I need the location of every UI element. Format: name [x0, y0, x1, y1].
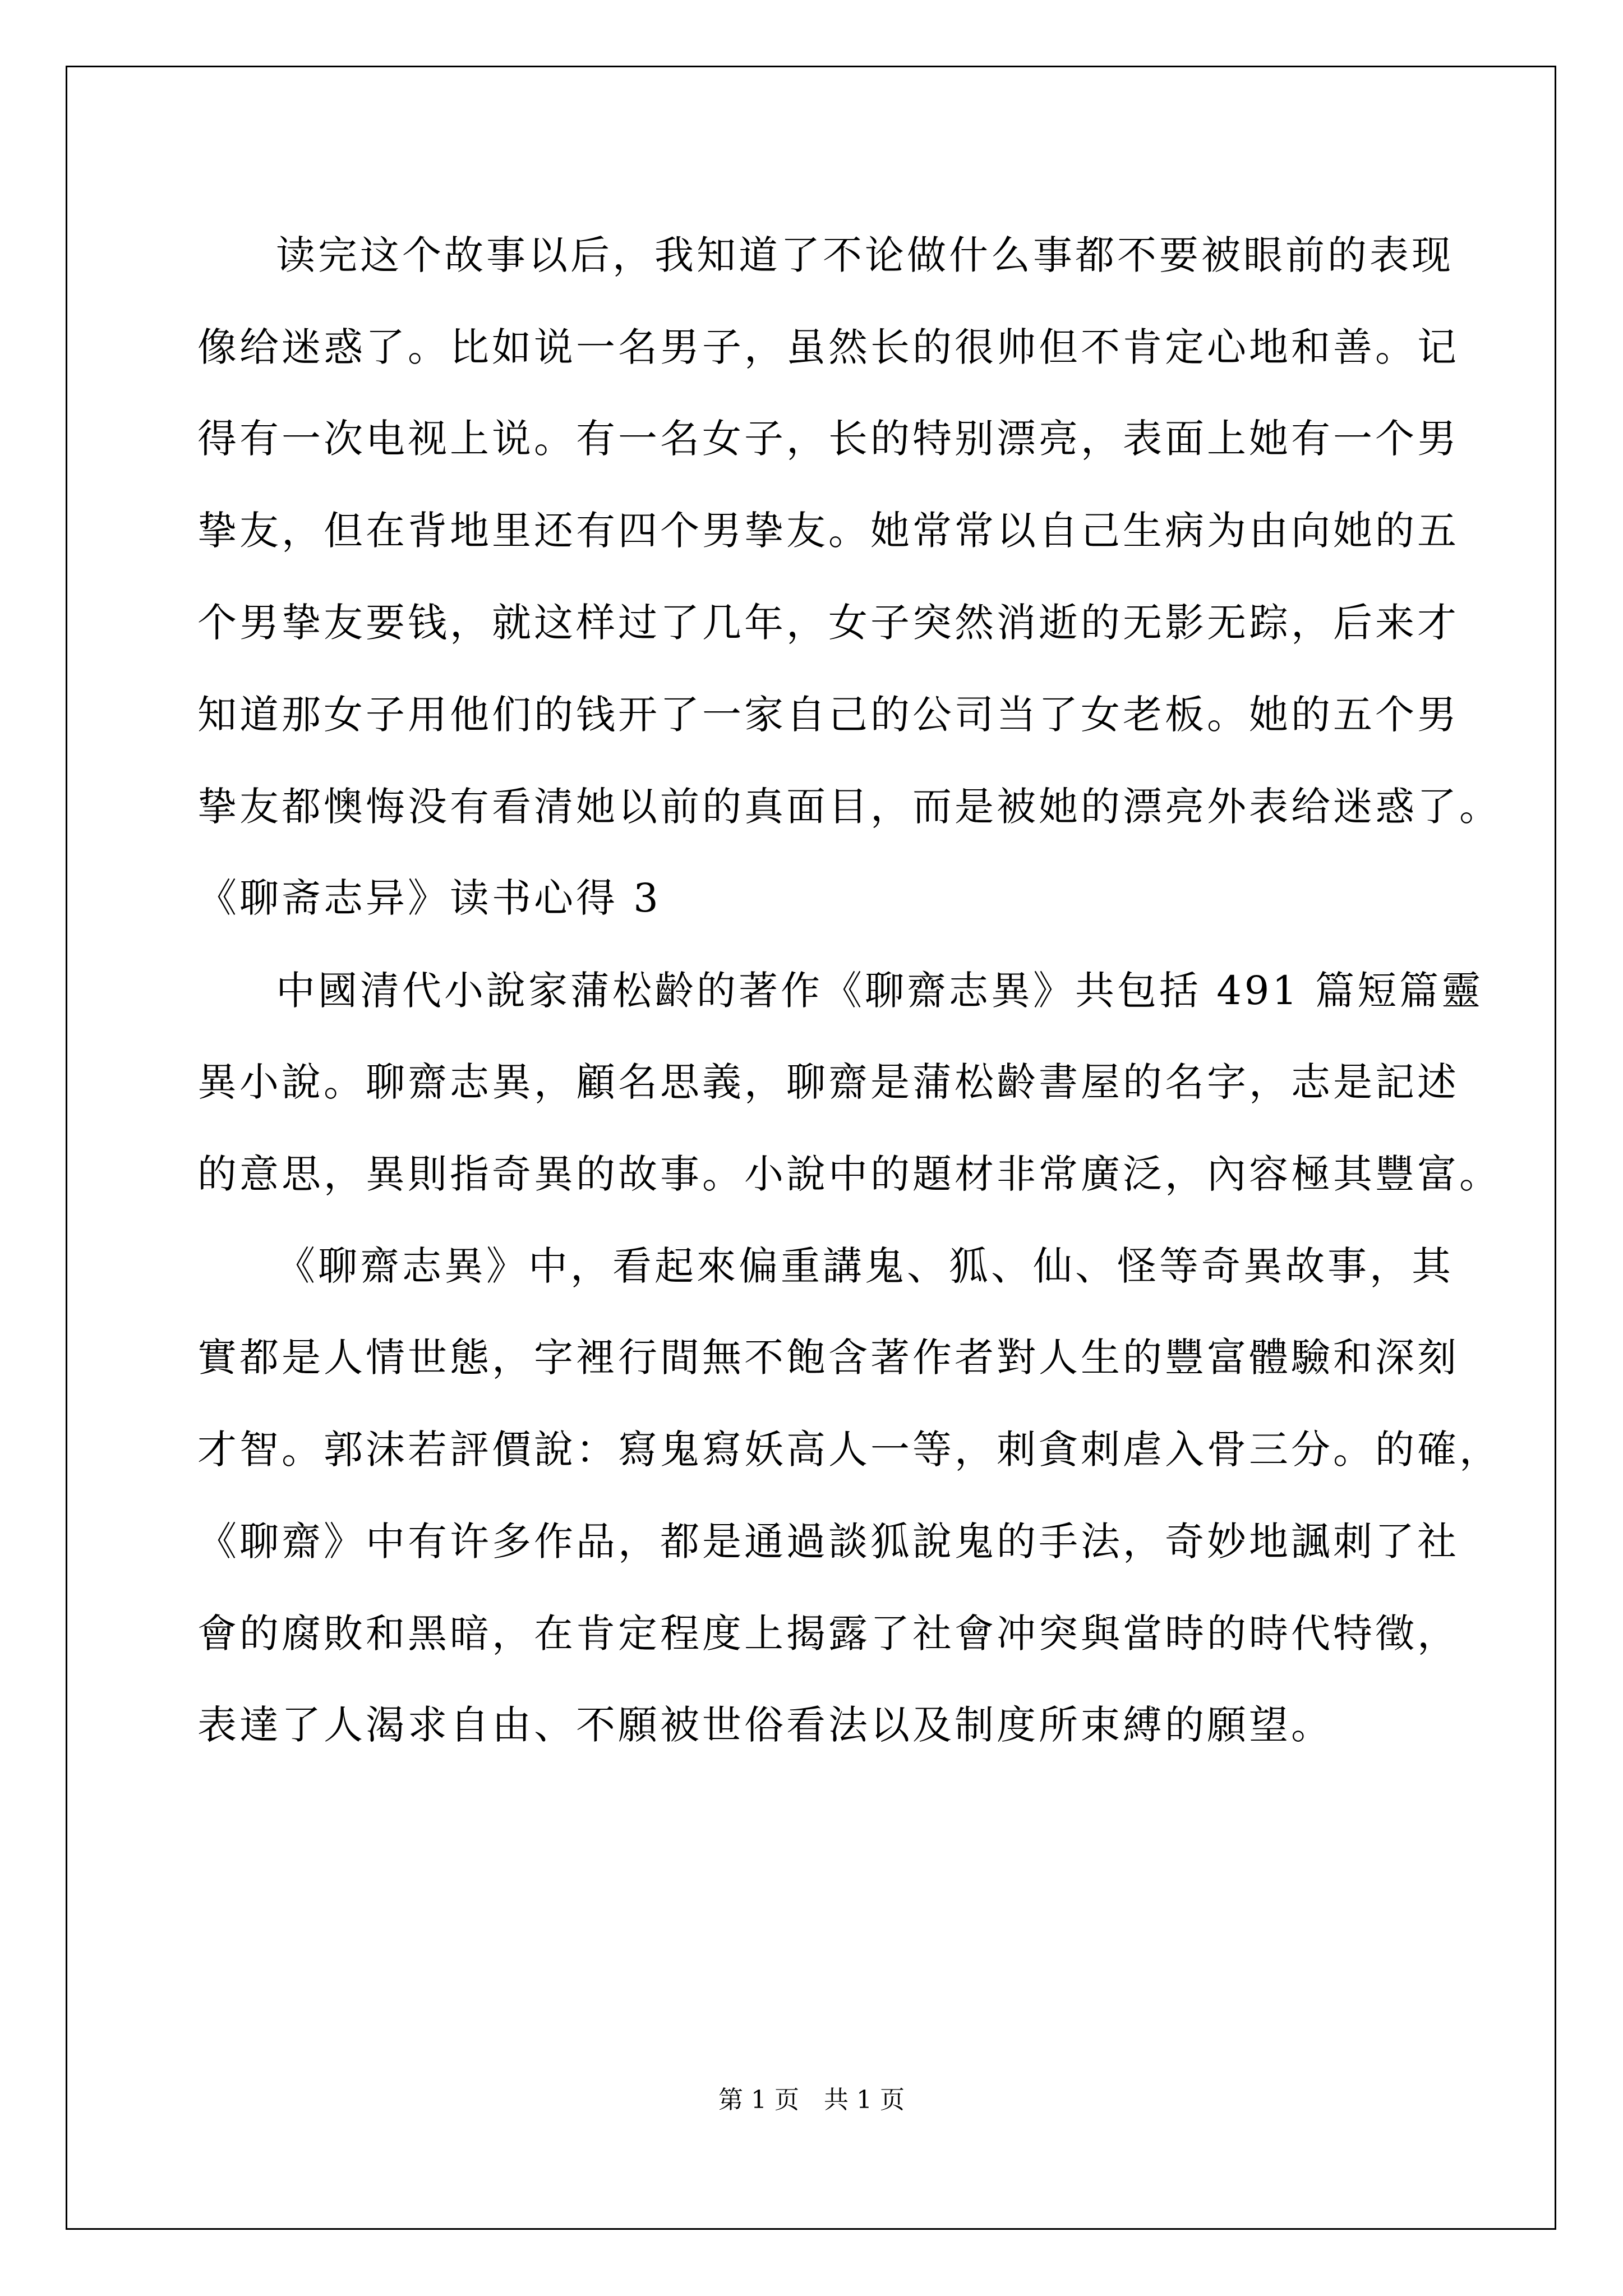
text-line: 實都是人情世態，字裡行間無不飽含著作者對人生的豐富體驗和深刻 [197, 1335, 1459, 1381]
text-line: 表達了人渴求自由、不願被世俗看法以及制度所束縛的願望。 [197, 1702, 1333, 1748]
text-line: 个男挚友要钱，就这样过了几年，女子突然消逝的无影无踪，后来才 [197, 600, 1459, 646]
section-heading: 《聊斋志异》读书心得 3 [197, 875, 661, 921]
text-line: 挚友，但在背地里还有四个男挚友。她常常以自己生病为由向她的五 [197, 508, 1459, 554]
text-line: 读完这个故事以后，我知道了不论做什么事都不要被眼前的表现 [276, 232, 1454, 278]
page-footer [0, 2083, 1623, 2117]
text-line: 挚友都懊悔没有看清她以前的真面目，而是被她的漂亮外表给迷惑了。 [197, 784, 1501, 830]
text-line: 才智。郭沫若評價說：寫鬼寫妖高人一等，刺貪刺虐入骨三分。的確， [197, 1427, 1501, 1473]
text-line: 的意思，異則指奇異的故事。小說中的題材非常廣泛，內容極其豐富。 [197, 1151, 1501, 1197]
page-frame [66, 66, 1556, 2230]
text-line: 得有一次电视上说。有一名女子，长的特别漂亮，表面上她有一个男 [197, 416, 1459, 462]
text-line: 《聊齋》中有许多作品，都是通過談狐說鬼的手法，奇妙地諷刺了社 [197, 1519, 1459, 1565]
text-line: 異小說。聊齋志異，顧名思義，聊齋是蒲松齡書屋的名字，志是記述 [197, 1059, 1459, 1105]
page-total: 共 1 页 [824, 2086, 905, 2114]
text-line: 知道那女子用他们的钱开了一家自己的公司当了女老板。她的五个男 [197, 692, 1459, 738]
text-line: 《聊齋志異》中，看起來偏重講鬼、狐、仙、怪等奇異故事，其 [276, 1243, 1454, 1289]
page-number: 第 1 页 [718, 2086, 799, 2114]
text-line: 像给迷惑了。比如说一名男子，虽然长的很帅但不肯定心地和善。记 [197, 324, 1459, 370]
text-line: 會的腐敗和黑暗，在肯定程度上揭露了社會冲突與當時的時代特徵， [197, 1611, 1459, 1657]
text-line: 中國清代小說家蒲松齡的著作《聊齋志異》共包括 491 篇短篇靈 [276, 968, 1484, 1014]
